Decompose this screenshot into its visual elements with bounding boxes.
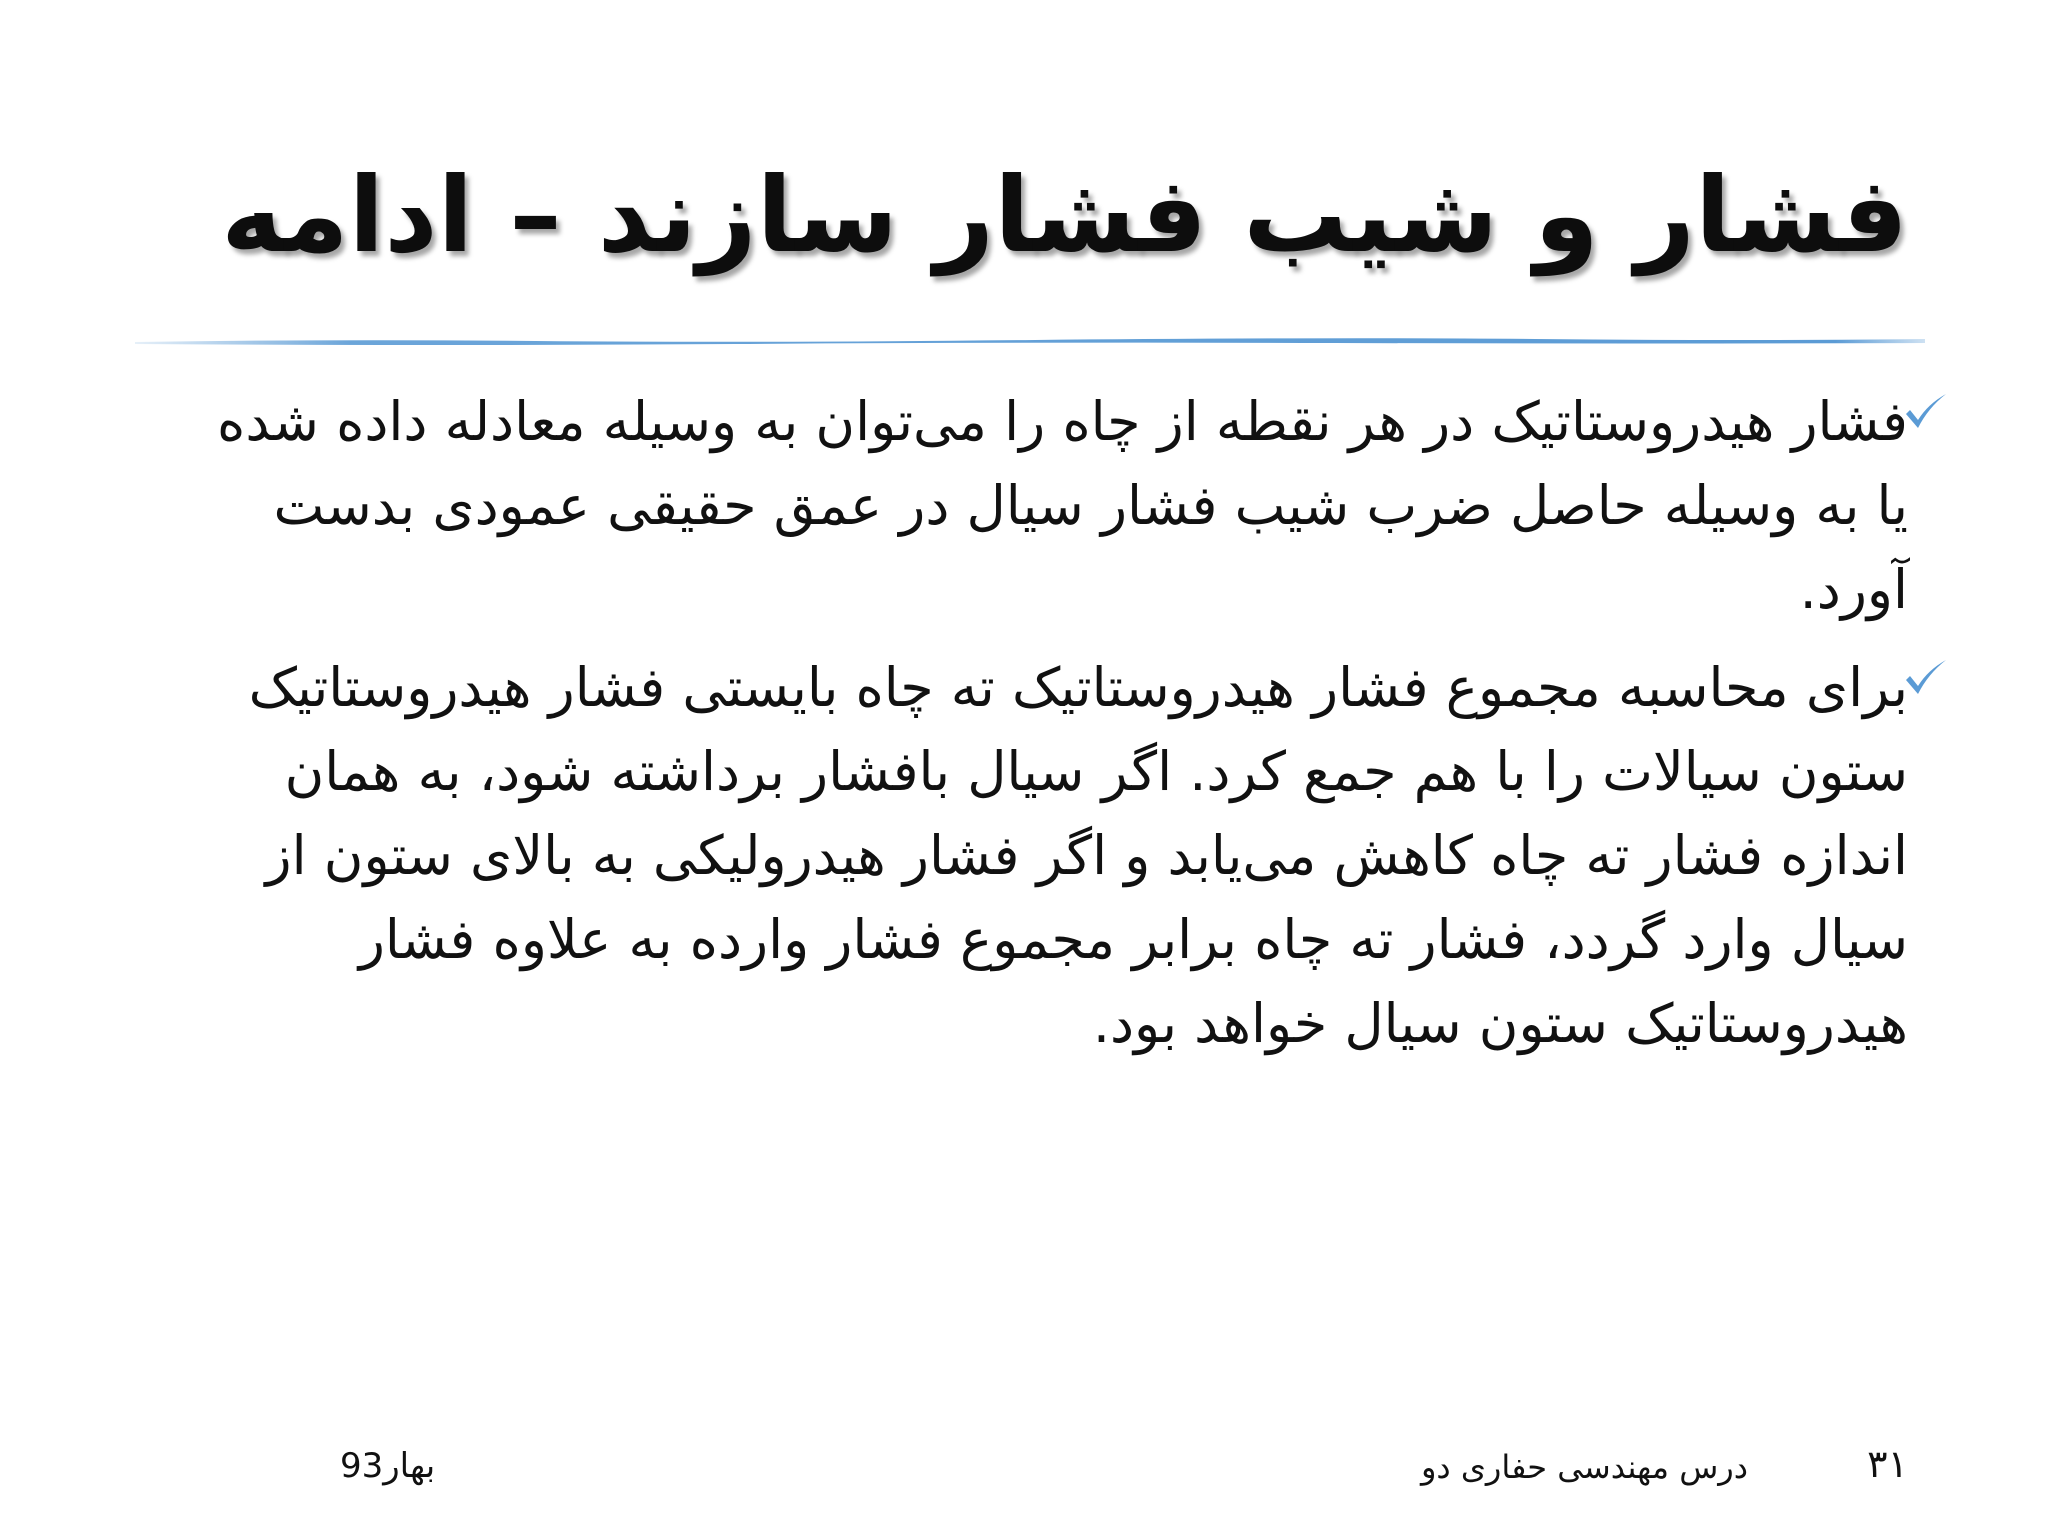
bullet-item xyxy=(178,380,1908,632)
bullet-text: فشار هیدروستاتیک در هر نقطه از چاه را می‌توان به وسیله معادله داده شده یا به وسیله حاصل ضرب شیب فشار سیال در عمق حقیقی عمودی بدست آورد. xyxy=(217,390,1908,621)
title-divider-line xyxy=(135,333,1925,349)
checkmark-icon xyxy=(1900,388,1950,438)
bullet-text: برای محاسبه مجموع فشار هیدروستاتیک ته چاه بایستی فشار هیدروستاتیک ستون سیالات را با هم جمع کرد. اگر سیال بافشار برداشته شود، به همان اندازه فشار ته چاه کاهش می‌یابد و اگر فشار هیدرولیکی به بالای ستون از سیال وارد گردد، فشار ته چاه برابر مجموع فشار وارده به علاوه فشار هیدروستاتیک ستون سیال خواهد بود. xyxy=(248,656,1908,1055)
title-divider xyxy=(135,333,1925,349)
bullet-item xyxy=(178,646,1908,1066)
footer-course-name: درس مهندسی حفاری دو xyxy=(1420,1448,1748,1486)
footer-date: بهار93 xyxy=(340,1446,436,1486)
checkmark-icon xyxy=(1900,654,1950,704)
bullet-list xyxy=(178,380,1908,1200)
slide-title: فشار و شیب فشار سازند – ادامه xyxy=(221,154,1908,276)
page-number: ۳۱ xyxy=(1867,1442,1908,1486)
